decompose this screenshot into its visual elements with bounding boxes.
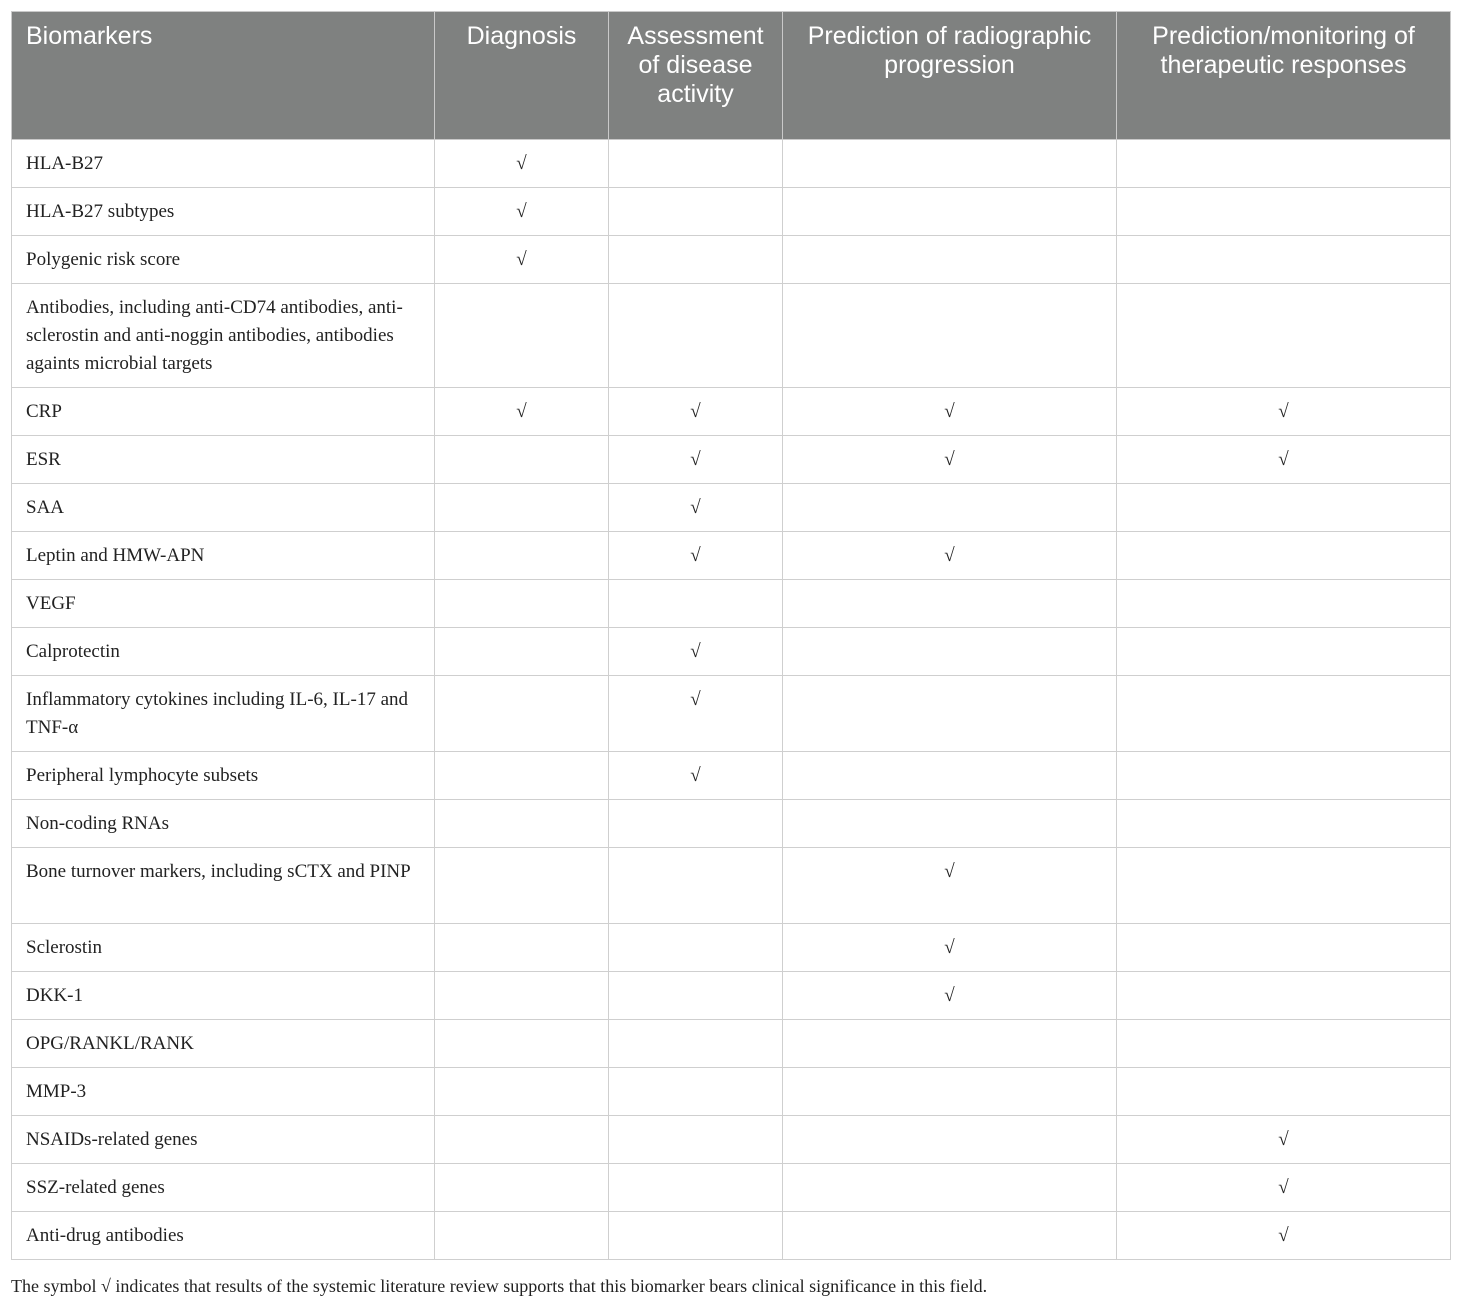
diagnosis-cell [435, 972, 609, 1020]
diagnosis-cell [435, 1068, 609, 1116]
diagnosis-cell [435, 436, 609, 484]
biomarker-name-cell: HLA-B27 subtypes [12, 188, 435, 236]
diagnosis-cell [435, 924, 609, 972]
therapeutic-responses-cell [1117, 676, 1451, 752]
therapeutic-responses-cell [1117, 848, 1451, 924]
table-row [12, 848, 1451, 924]
disease-activity-cell: √ [609, 388, 783, 436]
disease-activity-cell [609, 1116, 783, 1164]
radiographic-progression-cell [783, 484, 1117, 532]
therapeutic-responses-cell [1117, 924, 1451, 972]
table-row [12, 676, 1451, 752]
disease-activity-cell: √ [609, 676, 783, 752]
radiographic-progression-cell: √ [783, 972, 1117, 1020]
radiographic-progression-cell: √ [783, 436, 1117, 484]
table-row [12, 284, 1451, 388]
biomarker-name-cell: ESR [12, 436, 435, 484]
diagnosis-cell: √ [435, 236, 609, 284]
biomarker-name-cell: Bone turnover markers, including sCTX and PINP [12, 848, 435, 924]
radiographic-progression-cell: √ [783, 848, 1117, 924]
diagnosis-cell: √ [435, 140, 609, 188]
header-disease-activity: Assessment of disease activity [609, 12, 783, 140]
disease-activity-cell: √ [609, 436, 783, 484]
table-row [12, 1164, 1451, 1212]
biomarker-name-cell: MMP-3 [12, 1068, 435, 1116]
therapeutic-responses-cell: √ [1117, 436, 1451, 484]
biomarker-name-cell: Anti-drug antibodies [12, 1212, 435, 1260]
radiographic-progression-cell: √ [783, 532, 1117, 580]
radiographic-progression-cell [783, 1116, 1117, 1164]
disease-activity-cell [609, 580, 783, 628]
table-row [12, 800, 1451, 848]
therapeutic-responses-cell [1117, 140, 1451, 188]
biomarker-name-cell: SSZ-related genes [12, 1164, 435, 1212]
radiographic-progression-cell: √ [783, 388, 1117, 436]
header-radiographic-progression: Prediction of radiographic progression [783, 12, 1117, 140]
radiographic-progression-cell [783, 1164, 1117, 1212]
biomarker-name-cell: VEGF [12, 580, 435, 628]
biomarker-name-cell: Leptin and HMW-APN [12, 532, 435, 580]
diagnosis-cell [435, 800, 609, 848]
diagnosis-cell: √ [435, 188, 609, 236]
disease-activity-cell [609, 1020, 783, 1068]
disease-activity-cell [609, 236, 783, 284]
table-row [12, 1068, 1451, 1116]
table-row [12, 752, 1451, 800]
header-therapeutic-responses: Prediction/monitoring of therapeutic responses [1117, 12, 1451, 140]
table-row [12, 532, 1451, 580]
diagnosis-cell [435, 676, 609, 752]
diagnosis-cell [435, 1212, 609, 1260]
table-row [12, 188, 1451, 236]
radiographic-progression-cell [783, 800, 1117, 848]
diagnosis-cell: √ [435, 388, 609, 436]
table-row [12, 1020, 1451, 1068]
radiographic-progression-cell [783, 752, 1117, 800]
disease-activity-cell [609, 284, 783, 388]
biomarker-name-cell: SAA [12, 484, 435, 532]
disease-activity-cell [609, 1212, 783, 1260]
disease-activity-cell [609, 972, 783, 1020]
biomarker-name-cell: Antibodies, including anti-CD74 antibodies, anti-sclerostin and anti-noggin antibodies, antibodies againts microbial targets [12, 284, 435, 388]
radiographic-progression-cell [783, 1020, 1117, 1068]
disease-activity-cell [609, 140, 783, 188]
table-header [12, 12, 1451, 140]
biomarker-table [11, 11, 1451, 1260]
table-row [12, 628, 1451, 676]
diagnosis-cell [435, 1164, 609, 1212]
therapeutic-responses-cell [1117, 972, 1451, 1020]
disease-activity-cell [609, 848, 783, 924]
table-row [12, 436, 1451, 484]
radiographic-progression-cell [783, 1068, 1117, 1116]
disease-activity-cell: √ [609, 628, 783, 676]
diagnosis-cell [435, 1020, 609, 1068]
diagnosis-cell [435, 484, 609, 532]
biomarker-name-cell: Peripheral lymphocyte subsets [12, 752, 435, 800]
biomarker-name-cell: OPG/RANKL/RANK [12, 1020, 435, 1068]
biomarker-name-cell: Calprotectin [12, 628, 435, 676]
therapeutic-responses-cell [1117, 800, 1451, 848]
disease-activity-cell: √ [609, 752, 783, 800]
therapeutic-responses-cell [1117, 628, 1451, 676]
disease-activity-cell [609, 1164, 783, 1212]
biomarker-name-cell: NSAIDs-related genes [12, 1116, 435, 1164]
radiographic-progression-cell [783, 628, 1117, 676]
biomarker-name-cell: DKK-1 [12, 972, 435, 1020]
biomarker-table-container [11, 11, 1450, 1260]
therapeutic-responses-cell: √ [1117, 1164, 1451, 1212]
table-row [12, 140, 1451, 188]
table-footnote: The symbol √ indicates that results of the systemic literature review supports that this biomarker bears clinical significance in this field. [11, 1276, 988, 1296]
diagnosis-cell [435, 848, 609, 924]
therapeutic-responses-cell [1117, 752, 1451, 800]
radiographic-progression-cell [783, 1212, 1117, 1260]
therapeutic-responses-cell: √ [1117, 1116, 1451, 1164]
table-row [12, 924, 1451, 972]
header-diagnosis: Diagnosis [435, 12, 609, 140]
header-biomarkers: Biomarkers [12, 12, 435, 140]
disease-activity-cell [609, 1068, 783, 1116]
radiographic-progression-cell: √ [783, 924, 1117, 972]
table-row [12, 236, 1451, 284]
radiographic-progression-cell [783, 236, 1117, 284]
diagnosis-cell [435, 580, 609, 628]
diagnosis-cell [435, 628, 609, 676]
table-row [12, 484, 1451, 532]
table-row [12, 1116, 1451, 1164]
radiographic-progression-cell [783, 676, 1117, 752]
radiographic-progression-cell [783, 188, 1117, 236]
biomarker-name-cell: CRP [12, 388, 435, 436]
table-row [12, 1212, 1451, 1260]
table-row [12, 972, 1451, 1020]
disease-activity-cell [609, 924, 783, 972]
therapeutic-responses-cell [1117, 484, 1451, 532]
table-row [12, 388, 1451, 436]
table-body [12, 140, 1451, 1260]
biomarker-name-cell: Non-coding RNAs [12, 800, 435, 848]
biomarker-name-cell: Polygenic risk score [12, 236, 435, 284]
therapeutic-responses-cell [1117, 284, 1451, 388]
diagnosis-cell [435, 1116, 609, 1164]
therapeutic-responses-cell [1117, 1068, 1451, 1116]
disease-activity-cell [609, 188, 783, 236]
diagnosis-cell [435, 752, 609, 800]
diagnosis-cell [435, 284, 609, 388]
therapeutic-responses-cell [1117, 580, 1451, 628]
table-row [12, 580, 1451, 628]
therapeutic-responses-cell [1117, 188, 1451, 236]
diagnosis-cell [435, 532, 609, 580]
therapeutic-responses-cell [1117, 236, 1451, 284]
therapeutic-responses-cell: √ [1117, 1212, 1451, 1260]
disease-activity-cell: √ [609, 532, 783, 580]
biomarker-name-cell: HLA-B27 [12, 140, 435, 188]
therapeutic-responses-cell [1117, 1020, 1451, 1068]
header-row [12, 12, 1451, 140]
therapeutic-responses-cell [1117, 532, 1451, 580]
biomarker-name-cell: Sclerostin [12, 924, 435, 972]
disease-activity-cell: √ [609, 484, 783, 532]
therapeutic-responses-cell: √ [1117, 388, 1451, 436]
radiographic-progression-cell [783, 284, 1117, 388]
radiographic-progression-cell [783, 140, 1117, 188]
biomarker-name-cell: Inflammatory cytokines including IL-6, IL-17 and TNF-α [12, 676, 435, 752]
disease-activity-cell [609, 800, 783, 848]
radiographic-progression-cell [783, 580, 1117, 628]
